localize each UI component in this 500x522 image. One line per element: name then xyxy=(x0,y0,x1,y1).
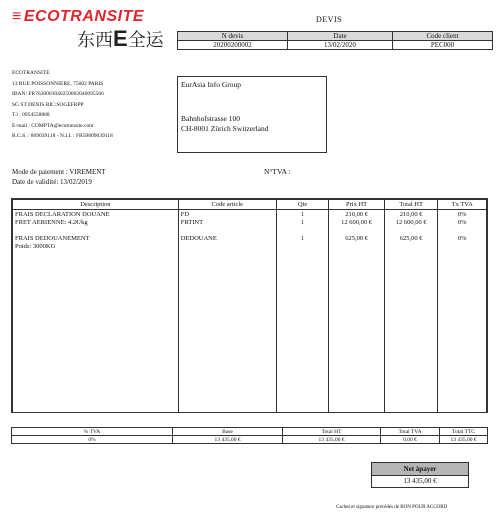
items-total-cell xyxy=(384,210,438,413)
item-desc: FRAIS DEDOUANEMENT xyxy=(15,235,90,242)
totals-col-total-tva: Total TVA xyxy=(381,428,440,436)
col-total-ht: Total HT xyxy=(384,200,438,210)
totals-col-total-ht: Total HT xyxy=(283,428,381,436)
client-code: PEC000 xyxy=(393,41,493,50)
totals-total-ht: 13 435,00 € xyxy=(283,436,381,444)
company-iban: IBAN: FR7630003040250002040095566 xyxy=(12,91,104,97)
totals-col-total-ttc: Total TTC xyxy=(440,428,488,436)
item-tva: 0% xyxy=(457,235,467,242)
client-city: CH-8001 Zürich Switzerland xyxy=(181,124,269,133)
client-address-box xyxy=(177,76,327,153)
header-col-devis: N devis xyxy=(178,32,288,41)
col-tx-tva: Tx TVA xyxy=(438,200,487,210)
devis-number: 20200200002 xyxy=(178,41,288,50)
item-total: 12 600,00 € xyxy=(395,219,427,226)
item-desc: FRAIS DECLARATION DOUANE xyxy=(15,211,110,218)
logo-text xyxy=(12,8,144,26)
company-email: E-mail : COMPTA@ecotransite.com xyxy=(12,122,94,129)
totals-table xyxy=(11,427,488,444)
company-address: 13 RUE POISSONNIERE, 75002 PARIS xyxy=(12,80,104,87)
net-a-payer-label: Net àpayer xyxy=(372,463,468,476)
item-code: FD xyxy=(180,211,190,218)
net-a-payer-box xyxy=(371,462,469,488)
logo-chinese xyxy=(77,26,164,52)
col-code-article: Code article xyxy=(178,200,276,210)
items-qte-cell xyxy=(276,210,329,413)
payment-info xyxy=(12,167,106,187)
devis-date: 13/02/2020 xyxy=(288,41,393,50)
signature-note: Cachet et signature précédés de BON POUR ACCORD xyxy=(336,505,448,510)
item-code: FRTINT xyxy=(180,219,204,226)
validity-date: Date de validité: 13/02/2019 xyxy=(12,178,92,186)
items-code-cell xyxy=(178,210,276,413)
item-prix: 210,00 € xyxy=(345,211,368,218)
item-code: DEDOUANE xyxy=(180,235,217,242)
company-info xyxy=(12,68,113,142)
item-prix: 625,00 € xyxy=(345,235,368,242)
payment-mode: Mode de paiement : VIREMENT xyxy=(12,168,106,176)
item-tva: 0% xyxy=(457,211,467,218)
totals-total-ttc: 13 435,00 € xyxy=(440,436,488,444)
net-a-payer-value: 13 435,00 € xyxy=(403,477,437,485)
item-tva: 0% xyxy=(457,219,467,226)
items-tva-cell xyxy=(438,210,487,413)
tva-number-label: N°TVA : xyxy=(264,167,291,176)
company-rcs: R.C.S. : 809039118 - N.I.I. : FR50809039118 xyxy=(12,133,113,139)
item-qte: 1 xyxy=(300,211,305,218)
client-street: Bahnhofstrasse 100 xyxy=(181,114,240,123)
document-title: DEVIS xyxy=(316,15,343,24)
company-bank: SG ST DENIS BIC:SOGEFRPP xyxy=(12,101,84,108)
item-qte: 1 xyxy=(300,235,305,242)
item-desc: FRET AERIENNE: 4.2€/kg xyxy=(15,219,88,226)
item-total: 625,00 € xyxy=(399,235,423,242)
totals-pct-tva: 0% xyxy=(12,436,173,444)
item-qte: 1 xyxy=(300,219,305,226)
items-table xyxy=(12,199,487,412)
totals-total-tva: 0,00 € xyxy=(381,436,440,444)
header-table xyxy=(177,31,493,50)
client-name: EurAsia Info Group xyxy=(181,80,241,89)
company-phone: T.l : 0954558888 xyxy=(12,112,50,118)
logo-arrows-icon: ≡ xyxy=(12,8,22,25)
totals-col-base: Base xyxy=(173,428,283,436)
item-desc-detail: Poids: 3000KG xyxy=(15,243,56,250)
items-table-frame xyxy=(11,198,488,413)
company-name: ECOTRANSITE xyxy=(12,70,50,76)
col-qte: Qte xyxy=(276,200,329,210)
totals-col-pct-tva: % TVA xyxy=(12,428,173,436)
items-prix-cell xyxy=(329,210,385,413)
col-prix-ht: Prix HT xyxy=(329,200,385,210)
company-logo xyxy=(12,8,182,56)
logo-e-mark: E xyxy=(113,26,128,51)
item-rows xyxy=(13,210,487,413)
items-description-cell xyxy=(13,210,179,413)
col-description: Description xyxy=(13,200,179,210)
item-prix: 12 600,00 € xyxy=(341,219,373,226)
logo-cn-left: 东西 xyxy=(77,30,113,51)
header-col-date: Date xyxy=(288,32,393,41)
item-total: 210,00 € xyxy=(399,211,423,218)
logo-wordmark: ECOTRANSITE xyxy=(23,8,145,25)
totals-base: 13 435,00 € xyxy=(173,436,283,444)
logo-cn-right: 全运 xyxy=(127,30,164,51)
header-col-client: Code client xyxy=(393,32,493,41)
